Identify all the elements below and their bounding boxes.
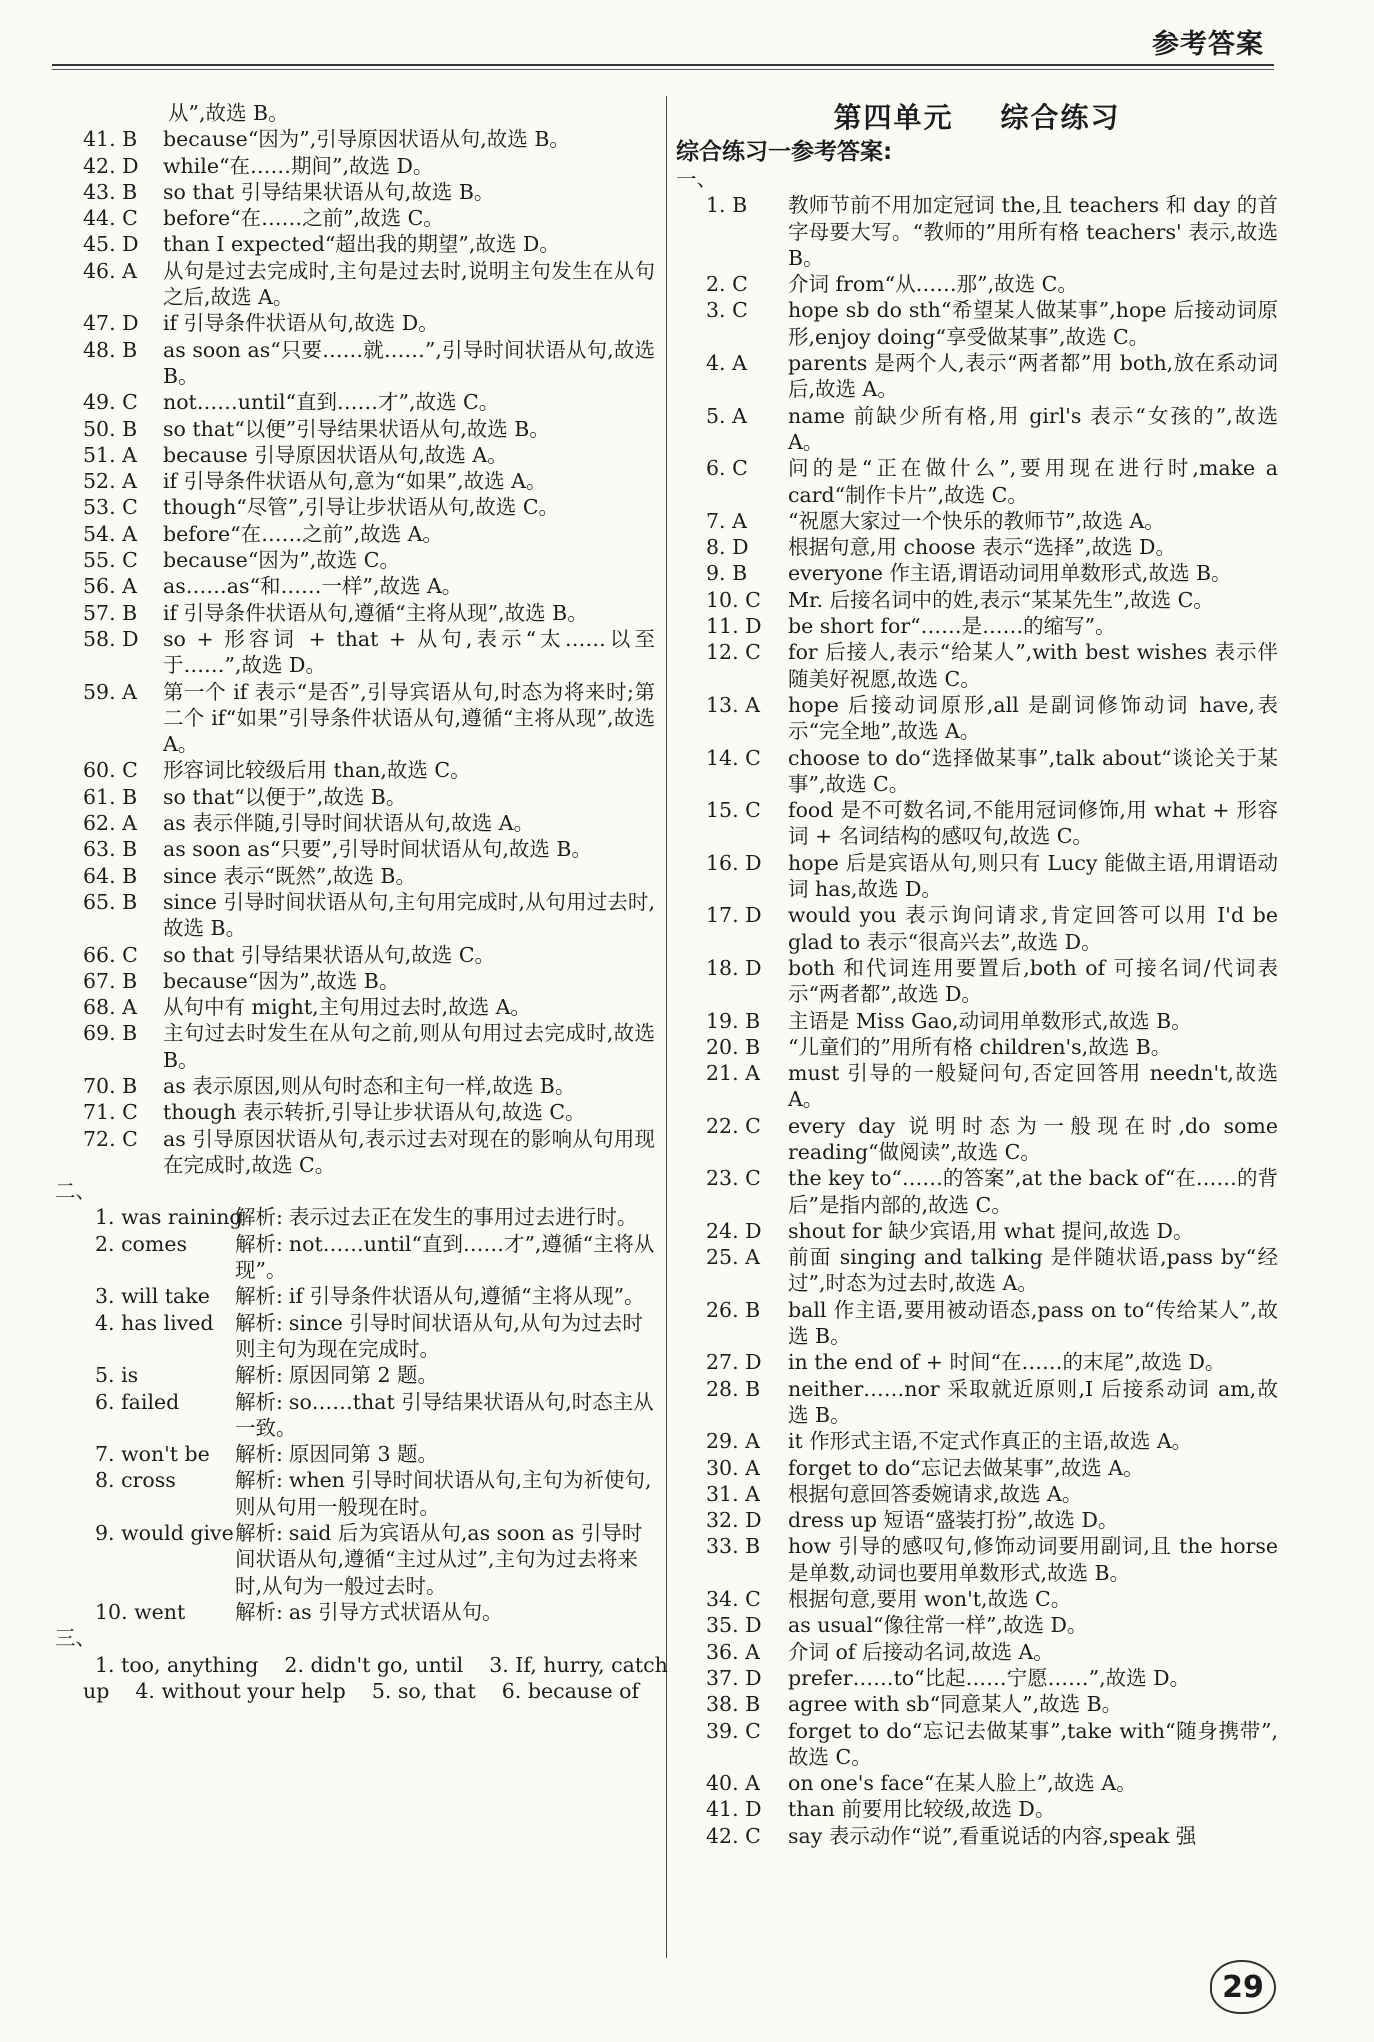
answer-explanation: shout for 缺少宾语,用 what 提问,故选 D。 bbox=[788, 1218, 1194, 1243]
answer-item bbox=[676, 350, 1278, 403]
answer-item bbox=[55, 521, 655, 547]
answer-item bbox=[55, 1126, 655, 1179]
answer-explanation: everyone 作主语,谓语动词用单数形式,故选 B。 bbox=[788, 561, 1232, 586]
header-title: 参考答案 bbox=[1152, 29, 1264, 60]
answer-explanation: how 引导的感叹句,修饰动词要用副词,且 the horse 是单数,动词也要用单数形式,故选 B。 bbox=[788, 1534, 1278, 1585]
answer-item bbox=[676, 1507, 1278, 1533]
answer-number: 33. B bbox=[706, 1534, 761, 1559]
answer-item bbox=[676, 403, 1278, 456]
header-rule-thin bbox=[52, 69, 1274, 70]
answer-item bbox=[55, 205, 655, 231]
answer-item bbox=[55, 258, 655, 311]
answer-item bbox=[55, 679, 655, 758]
fill-answer: 7. won't be bbox=[95, 1442, 210, 1467]
answer-item bbox=[55, 494, 655, 520]
answer-number: 30. A bbox=[706, 1455, 760, 1480]
answer-number: 36. A bbox=[706, 1639, 760, 1664]
answer-explanation: choose to do“选择做某事”,talk about“谈论关于某事”,故选 C。 bbox=[788, 745, 1278, 796]
answer-number: 10. C bbox=[706, 587, 761, 612]
section-3-line-1: 1. too, anything 2. didn't go, until 3. If, hurry, catch bbox=[95, 1652, 668, 1677]
analysis-text: when 引导时间状语从句,主句为祈使句,则从句用一般现在时。 bbox=[235, 1468, 652, 1519]
answer-number: 6. C bbox=[706, 456, 748, 481]
answer-number: 19. B bbox=[706, 1008, 761, 1033]
answer-number: 8. D bbox=[706, 535, 749, 560]
answer-item bbox=[55, 942, 655, 968]
answer-explanation: prefer……to“比起……宁愿……”,故选 D。 bbox=[788, 1665, 1191, 1690]
answer-number: 16. D bbox=[706, 850, 762, 875]
analysis-text: if 引导条件状语从句,遵循“主将从现”。 bbox=[288, 1284, 645, 1309]
analysis-label: 解析: bbox=[235, 1442, 283, 1467]
answer-number: 45. D bbox=[83, 232, 139, 257]
answer-number: 39. C bbox=[706, 1718, 761, 1743]
answer-number: 42. C bbox=[706, 1823, 761, 1848]
fill-explanation bbox=[235, 1283, 655, 1309]
answer-number: 51. A bbox=[83, 442, 137, 467]
answer-item bbox=[676, 587, 1278, 613]
answer-item bbox=[55, 836, 655, 862]
answer-item bbox=[676, 1691, 1278, 1717]
analysis-text: not……until“直到……才”,遵循“主将从现”。 bbox=[235, 1231, 655, 1283]
fill-answer: 9. would give bbox=[95, 1521, 234, 1546]
answer-item bbox=[676, 692, 1278, 745]
header-rule bbox=[52, 64, 1274, 66]
answer-number: 35. D bbox=[706, 1613, 762, 1638]
answer-number: 49. C bbox=[83, 390, 138, 415]
answer-item bbox=[676, 1349, 1278, 1375]
answer-explanation: so that 引导结果状语从句,故选 C。 bbox=[163, 942, 496, 967]
fill-answer-item bbox=[55, 1231, 655, 1284]
answer-item bbox=[676, 271, 1278, 297]
answer-number: 37. D bbox=[706, 1665, 762, 1690]
answer-explanation: be short for“……是……的缩写”。 bbox=[788, 614, 1116, 639]
answer-number: 26. B bbox=[706, 1297, 761, 1322]
answer-explanation: as soon as“只要”,引导时间状语从句,故选 B。 bbox=[163, 837, 592, 862]
answer-item bbox=[676, 745, 1278, 798]
answer-explanation: though 表示转折,引导让步状语从句,故选 C。 bbox=[163, 1100, 586, 1125]
answer-explanation: for 后接人,表示“给某人”,with best wishes 表示伴随美好祝愿,故选 C。 bbox=[788, 640, 1278, 691]
answer-explanation: than I expected“超出我的期望”,故选 D。 bbox=[163, 232, 560, 257]
fill-answer-item bbox=[55, 1283, 655, 1309]
answer-item bbox=[676, 1823, 1278, 1849]
answer-explanation: 第一个 if 表示“是否”,引导宾语从句,时态为将来时;第二个 if“如果”引导条件状语从句,遵循“主将从现”,故选 A。 bbox=[163, 679, 655, 757]
answer-explanation: because“因为”,故选 B。 bbox=[163, 968, 400, 993]
fill-explanation bbox=[235, 1441, 655, 1467]
answer-item bbox=[676, 613, 1278, 639]
answer-number: 29. A bbox=[706, 1429, 760, 1454]
analysis-label: 解析: bbox=[235, 1521, 283, 1546]
answer-explanation: neither……nor 采取就近原则,I 后接系动词 am,故选 B。 bbox=[788, 1376, 1278, 1427]
answer-number: 12. C bbox=[706, 640, 761, 665]
answer-item bbox=[55, 231, 655, 257]
answer-number: 67. B bbox=[83, 968, 138, 993]
answer-number: 14. C bbox=[706, 745, 761, 770]
fill-explanation bbox=[235, 1520, 655, 1599]
fill-answer-item bbox=[55, 1520, 655, 1599]
answer-explanation: must 引导的一般疑问句,否定回答用 needn't,故选 A。 bbox=[788, 1061, 1278, 1112]
fill-answer: 3. will take bbox=[95, 1284, 210, 1309]
answer-explanation: on one's face“在某人脸上”,故选 A。 bbox=[788, 1771, 1137, 1796]
answer-number: 57. B bbox=[83, 600, 138, 625]
answer-explanation: hope sb do sth“希望某人做某事”,hope 后接动词原形,enjoy doing“享受做某事”,故选 C。 bbox=[788, 298, 1278, 349]
analysis-label: 解析: bbox=[235, 1231, 283, 1256]
answer-explanation: forget to do“忘记去做某事”,故选 A。 bbox=[788, 1455, 1144, 1480]
section-3-line-2: up 4. without your help 5. so, that 6. because of bbox=[83, 1678, 640, 1703]
fill-answer: 4. has lived bbox=[95, 1310, 214, 1335]
answer-explanation: because“因为”,引导原因状语从句,故选 B。 bbox=[163, 127, 570, 152]
answer-item bbox=[55, 863, 655, 889]
answer-item bbox=[55, 126, 655, 152]
answer-number: 34. C bbox=[706, 1587, 761, 1612]
answer-number: 47. D bbox=[83, 311, 139, 336]
answer-item bbox=[676, 797, 1278, 850]
answer-explanation: Mr. 后接名词中的姓,表示“某某先生”,故选 C。 bbox=[788, 587, 1214, 612]
answer-item bbox=[55, 442, 655, 468]
left-column bbox=[55, 100, 668, 1704]
answer-item bbox=[676, 534, 1278, 560]
answer-number: 43. B bbox=[83, 179, 138, 204]
answer-explanation: 介词 of 后接动名词,故选 A。 bbox=[788, 1639, 1054, 1664]
answer-item bbox=[676, 1060, 1278, 1113]
answer-item bbox=[55, 389, 655, 415]
answer-explanation: 根据句意,要用 won't,故选 C。 bbox=[788, 1587, 1072, 1612]
answer-number: 62. A bbox=[83, 811, 137, 836]
answer-item bbox=[676, 1165, 1278, 1218]
analysis-text: said 后为宾语从句,as soon as 引导时间状语从句,遵循“主过从过”,主句为过去将来时,从句为一般过去时。 bbox=[235, 1521, 643, 1598]
fill-explanation bbox=[235, 1231, 655, 1284]
fill-answer-item bbox=[55, 1204, 655, 1230]
answer-number: 41. B bbox=[83, 127, 138, 152]
answer-explanation: both 和代词连用要置后,both of 可接名词/代词表示“两者都”,故选 D。 bbox=[788, 955, 1278, 1007]
sub-title: 综合练习一参考答案: bbox=[676, 139, 893, 165]
answer-number: 25. A bbox=[706, 1245, 760, 1270]
answer-explanation: 介词 from“从……那”,故选 C。 bbox=[788, 272, 1078, 297]
answer-number: 13. A bbox=[706, 692, 760, 717]
answer-explanation: every day 说明时态为一般现在时,do some reading“做阅读”,故选 C。 bbox=[788, 1113, 1278, 1164]
answer-number: 38. B bbox=[706, 1692, 761, 1717]
answer-item bbox=[676, 1612, 1278, 1638]
analysis-text: as 引导方式状语从句。 bbox=[288, 1599, 503, 1624]
answer-number: 68. A bbox=[83, 995, 137, 1020]
analysis-label: 解析: bbox=[235, 1310, 283, 1335]
answer-number: 64. B bbox=[83, 863, 138, 888]
analysis-text: since 引导时间状语从句,从句为过去时则主句为现在完成时。 bbox=[235, 1310, 643, 1361]
answer-item bbox=[676, 1428, 1278, 1454]
answer-number: 21. A bbox=[706, 1061, 760, 1086]
answer-explanation: say 表示动作“说”,看重说话的内容,speak 强 bbox=[788, 1823, 1197, 1848]
answer-number: 17. D bbox=[706, 903, 762, 928]
answer-explanation: agree with sb“同意某人”,故选 B。 bbox=[788, 1692, 1123, 1717]
answer-number: 20. B bbox=[706, 1034, 761, 1059]
answer-explanation: though“尽管”,引导让步状语从句,故选 C。 bbox=[163, 495, 560, 520]
answer-explanation: so that“以便于”,故选 B。 bbox=[163, 784, 407, 809]
answer-item bbox=[55, 337, 655, 390]
answer-item bbox=[676, 1297, 1278, 1350]
answer-item bbox=[55, 757, 655, 783]
answer-item bbox=[676, 902, 1278, 955]
section-1-label: 一、 bbox=[676, 167, 717, 191]
answer-item bbox=[676, 297, 1278, 350]
fill-answer-item bbox=[55, 1441, 655, 1467]
answer-explanation: as 表示原因,则从句时态和主句一样,故选 B。 bbox=[163, 1073, 576, 1098]
answer-number: 71. C bbox=[83, 1100, 138, 1125]
answer-item bbox=[55, 153, 655, 179]
answer-item bbox=[55, 784, 655, 810]
answer-item bbox=[55, 1073, 655, 1099]
answer-item bbox=[55, 968, 655, 994]
fill-answer: 10. went bbox=[95, 1599, 186, 1624]
answer-explanation: 形容词比较级后用 than,故选 C。 bbox=[163, 758, 471, 783]
answer-explanation: as……as“和……一样”,故选 A。 bbox=[163, 574, 463, 599]
answer-explanation: as soon as“只要……就……”,引导时间状语从句,故选 B。 bbox=[163, 337, 655, 388]
answer-explanation: ball 作主语,要用被动语态,pass on to“传给某人”,故选 B。 bbox=[788, 1297, 1278, 1349]
answer-item bbox=[676, 955, 1278, 1008]
answer-item bbox=[676, 1481, 1278, 1507]
answer-number: 52. A bbox=[83, 469, 137, 494]
answer-explanation: so + 形容词 + that + 从句,表示“太……以至于……”,故选 D。 bbox=[163, 626, 655, 678]
answer-item bbox=[55, 468, 655, 494]
analysis-text: 表示过去正在发生的事用过去进行时。 bbox=[288, 1205, 638, 1230]
answer-number: 66. C bbox=[83, 942, 138, 967]
answer-item bbox=[676, 1244, 1278, 1297]
answer-number: 4. A bbox=[706, 351, 747, 376]
section-2-label: 二、 bbox=[55, 1179, 96, 1204]
answer-item bbox=[676, 1034, 1278, 1060]
answer-item bbox=[676, 508, 1278, 534]
answer-explanation: because“因为”,故选 C。 bbox=[163, 548, 400, 573]
right-column bbox=[676, 100, 1278, 1849]
answer-item bbox=[676, 850, 1278, 903]
fill-answer: 1. was raining bbox=[95, 1205, 243, 1230]
fill-explanation bbox=[235, 1362, 655, 1388]
answer-item bbox=[676, 1533, 1278, 1586]
answer-explanation: as usual“像往常一样”,故选 D。 bbox=[788, 1613, 1088, 1638]
answer-item bbox=[55, 310, 655, 336]
answer-item bbox=[676, 455, 1278, 508]
answer-explanation: name 前缺少所有格,用 girl's 表示“女孩的”,故选 A。 bbox=[788, 403, 1278, 454]
answer-explanation: 根据句意回答委婉请求,故选 A。 bbox=[788, 1481, 1083, 1506]
fill-answer: 2. comes bbox=[95, 1231, 187, 1256]
answer-explanation: it 作形式主语,不定式作真正的主语,故选 A。 bbox=[788, 1429, 1193, 1454]
analysis-text: so……that 引导结果状语从句,时态主从一致。 bbox=[235, 1389, 654, 1440]
analysis-label: 解析: bbox=[235, 1205, 283, 1230]
answer-explanation: than 前要用比较级,故选 D。 bbox=[788, 1797, 1056, 1822]
answer-explanation: 根据句意,用 choose 表示“选择”,故选 D。 bbox=[788, 535, 1176, 560]
answer-item bbox=[676, 1113, 1278, 1166]
fill-answer-item bbox=[55, 1362, 655, 1388]
answer-explanation: 从句是过去完成时,主句是过去时,说明主句发生在从句之后,故选 A。 bbox=[163, 258, 655, 310]
answer-number: 61. B bbox=[83, 784, 138, 809]
answer-item bbox=[676, 1665, 1278, 1691]
fill-answer-list bbox=[55, 1204, 655, 1625]
answer-explanation: since 表示“既然”,故选 B。 bbox=[163, 863, 416, 888]
fill-answer-item bbox=[55, 1389, 655, 1442]
answer-item bbox=[676, 1376, 1278, 1429]
top-continuation: 从”,故选 B。 bbox=[168, 101, 289, 125]
answer-item bbox=[676, 1718, 1278, 1771]
answer-explanation: 问的是“正在做什么”,要用现在进行时,make a card“制作卡片”,故选 C。 bbox=[788, 456, 1278, 507]
answer-item bbox=[676, 1770, 1278, 1796]
answer-explanation: hope 后是宾语从句,则只有 Lucy 能做主语,用谓语动词 has,故选 D。 bbox=[788, 850, 1278, 902]
fill-answer: 5. is bbox=[95, 1363, 139, 1388]
answer-explanation: if 引导条件状语从句,意为“如果”,故选 A。 bbox=[163, 469, 547, 494]
answer-number: 44. C bbox=[83, 206, 138, 231]
answer-explanation: 主句过去时发生在从句之前,则从句用过去完成时,故选 B。 bbox=[163, 1021, 655, 1072]
answer-explanation: in the end of + 时间“在……的末尾”,故选 D。 bbox=[788, 1350, 1226, 1375]
answer-number: 5. A bbox=[706, 403, 747, 428]
answer-explanation: before“在……之前”,故选 A。 bbox=[163, 521, 443, 546]
answer-explanation: since 引导时间状语从句,主句用完成时,从句用过去时,故选 B。 bbox=[163, 889, 655, 941]
answer-item bbox=[55, 600, 655, 626]
answer-number: 7. A bbox=[706, 508, 747, 533]
answer-item bbox=[676, 1218, 1278, 1244]
answer-number: 2. C bbox=[706, 272, 748, 297]
answer-item bbox=[676, 1008, 1278, 1034]
answer-number: 27. D bbox=[706, 1350, 762, 1375]
answer-number: 24. D bbox=[706, 1218, 762, 1243]
answer-explanation: 前面 singing and talking 是伴随状语,pass by“经过”,时态为过去时,故选 A。 bbox=[788, 1245, 1278, 1296]
answer-number: 9. B bbox=[706, 561, 748, 586]
answer-explanation: parents 是两个人,表示“两者都”用 both,放在系动词后,故选 A。 bbox=[788, 351, 1278, 402]
answer-explanation: as 引导原因状语从句,表示过去对现在的影响从句用现在完成时,故选 C。 bbox=[163, 1126, 655, 1177]
answer-number: 40. A bbox=[706, 1771, 760, 1796]
analysis-label: 解析: bbox=[235, 1389, 283, 1414]
answer-explanation: if 引导条件状语从句,故选 D。 bbox=[163, 311, 439, 336]
answer-number: 15. C bbox=[706, 798, 761, 823]
answer-explanation: so that“以便”引导结果状语从句,故选 B。 bbox=[163, 416, 550, 441]
answer-number: 58. D bbox=[83, 626, 139, 651]
answer-explanation: food 是不可数名词,不能用冠词修饰,用 what + 形容词 + 名词结构的感叹句,故选 C。 bbox=[788, 798, 1278, 849]
answer-explanation: while“在……期间”,故选 D。 bbox=[163, 153, 434, 178]
answer-explanation: not……until“直到……才”,故选 C。 bbox=[163, 390, 500, 415]
fill-explanation bbox=[235, 1310, 655, 1363]
answer-number: 55. C bbox=[83, 548, 138, 573]
answer-number: 70. B bbox=[83, 1073, 138, 1098]
answer-number: 42. D bbox=[83, 153, 139, 178]
fill-answer: 8. cross bbox=[95, 1468, 176, 1493]
answer-item bbox=[55, 416, 655, 442]
analysis-text: 原因同第 3 题。 bbox=[288, 1442, 438, 1467]
fill-explanation bbox=[235, 1467, 655, 1520]
answer-item bbox=[55, 810, 655, 836]
answer-explanation: hope 后接动词原形,all 是副词修饰动词 have,表示“完全地”,故选 A。 bbox=[788, 692, 1278, 744]
answer-item bbox=[676, 1796, 1278, 1822]
answer-number: 65. B bbox=[83, 889, 138, 914]
answer-explanation: 从句中有 might,主句用过去时,故选 A。 bbox=[163, 995, 531, 1020]
answer-number: 32. D bbox=[706, 1508, 762, 1533]
answer-explanation: “儿童们的”用所有格 children's,故选 B。 bbox=[788, 1034, 1172, 1059]
unit-title: 第四单元 综合练习 bbox=[833, 101, 1121, 134]
analysis-label: 解析: bbox=[235, 1468, 283, 1493]
analysis-label: 解析: bbox=[235, 1363, 283, 1388]
answer-number: 53. C bbox=[83, 495, 138, 520]
answer-number: 54. A bbox=[83, 521, 137, 546]
fill-answer-item bbox=[55, 1599, 655, 1625]
mc-answer-list-right bbox=[676, 192, 1278, 1849]
answer-item bbox=[55, 1099, 655, 1125]
answer-item bbox=[676, 560, 1278, 586]
answer-item bbox=[55, 994, 655, 1020]
answer-explanation: the key to“……的答案”,at the back of“在……的背后”是指内部的,故选 C。 bbox=[788, 1166, 1278, 1217]
column-divider bbox=[666, 96, 667, 1958]
fill-explanation bbox=[235, 1204, 655, 1230]
section-3-label: 三、 bbox=[55, 1626, 96, 1651]
answer-item bbox=[676, 1455, 1278, 1481]
fill-answer-item bbox=[55, 1467, 655, 1520]
answer-number: 3. C bbox=[706, 298, 748, 323]
answer-item bbox=[55, 573, 655, 599]
answer-explanation: before“在……之前”,故选 C。 bbox=[163, 206, 444, 231]
answer-number: 11. D bbox=[706, 614, 762, 639]
answer-item bbox=[55, 626, 655, 679]
answer-item bbox=[55, 1020, 655, 1073]
answer-number: 72. C bbox=[83, 1126, 138, 1151]
answer-explanation: because 引导原因状语从句,故选 A。 bbox=[163, 442, 508, 467]
answer-number: 60. C bbox=[83, 758, 138, 783]
answer-item bbox=[55, 547, 655, 573]
answer-item bbox=[55, 889, 655, 942]
answer-number: 59. A bbox=[83, 679, 137, 704]
answer-number: 18. D bbox=[706, 955, 762, 980]
answer-explanation: would you 表示询问请求,肯定回答可以用 I'd be glad to 表示“很高兴去”,故选 D。 bbox=[788, 903, 1278, 954]
answer-number: 41. D bbox=[706, 1797, 762, 1822]
answer-number: 48. B bbox=[83, 337, 138, 362]
page-number: 29 bbox=[1210, 1960, 1276, 2014]
answer-number: 63. B bbox=[83, 837, 138, 862]
answer-explanation: “祝愿大家过一个快乐的教师节”,故选 A。 bbox=[788, 508, 1165, 533]
answer-explanation: forget to do“忘记去做某事”,take with“随身携带”,故选 C。 bbox=[788, 1718, 1278, 1769]
fill-explanation bbox=[235, 1599, 655, 1625]
mc-answer-list-left bbox=[55, 126, 655, 1178]
answer-item bbox=[55, 179, 655, 205]
analysis-text: 原因同第 2 题。 bbox=[288, 1363, 438, 1388]
answer-number: 50. B bbox=[83, 416, 138, 441]
answer-number: 28. B bbox=[706, 1376, 761, 1401]
analysis-label: 解析: bbox=[235, 1284, 283, 1309]
answer-explanation: as 表示伴随,引导时间状语从句,故选 A。 bbox=[163, 811, 535, 836]
fill-explanation bbox=[235, 1389, 655, 1442]
answer-number: 56. A bbox=[83, 574, 137, 599]
answer-number: 1. B bbox=[706, 193, 748, 218]
answer-item bbox=[676, 192, 1278, 271]
answer-explanation: if 引导条件状语从句,遵循“主将从现”,故选 B。 bbox=[163, 600, 588, 625]
answer-explanation: 主语是 Miss Gao,动词用单数形式,故选 B。 bbox=[788, 1008, 1192, 1033]
answer-number: 46. A bbox=[83, 258, 137, 283]
answer-number: 23. C bbox=[706, 1166, 761, 1191]
answer-number: 22. C bbox=[706, 1113, 761, 1138]
answer-explanation: dress up 短语“盛装打扮”,故选 D。 bbox=[788, 1508, 1119, 1533]
analysis-label: 解析: bbox=[235, 1599, 283, 1624]
answer-explanation: so that 引导结果状语从句,故选 B。 bbox=[163, 179, 495, 204]
answer-explanation: 教师节前不用加定冠词 the,且 teachers 和 day 的首字母要大写。“教师的”用所有格 teachers' 表示,故选 B。 bbox=[788, 193, 1278, 270]
answer-item bbox=[676, 639, 1278, 692]
answer-number: 31. A bbox=[706, 1481, 760, 1506]
answer-item bbox=[676, 1586, 1278, 1612]
fill-answer-item bbox=[55, 1310, 655, 1363]
fill-answer: 6. failed bbox=[95, 1389, 180, 1414]
answer-item bbox=[676, 1639, 1278, 1665]
answer-number: 69. B bbox=[83, 1021, 138, 1046]
